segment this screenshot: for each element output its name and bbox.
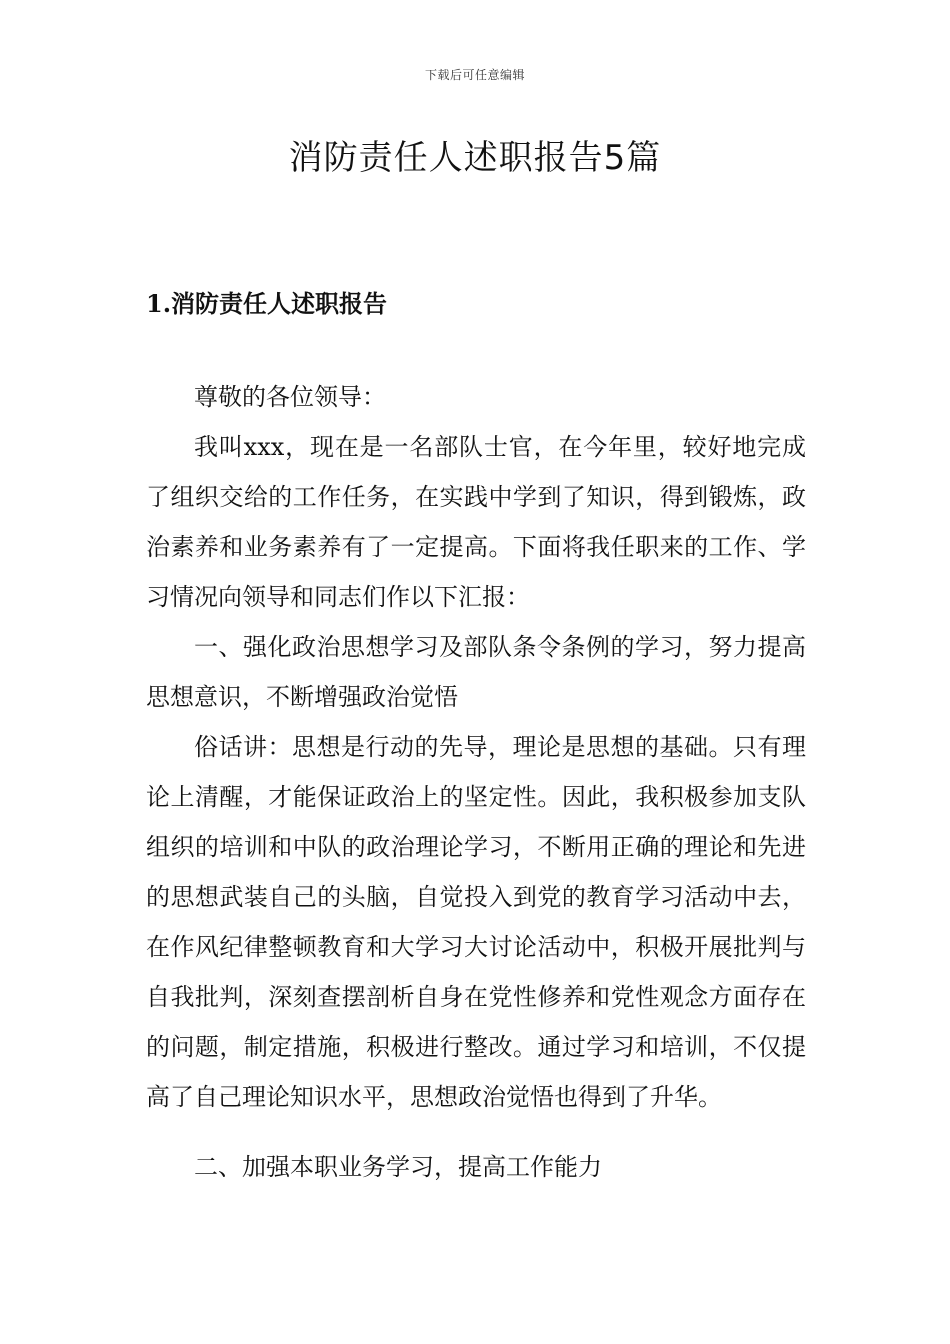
header-note: 下载后可任意编辑 bbox=[424, 68, 525, 82]
intro-paragraph: 我叫xxx，现在是一名部队士官，在今年里，较好地完成了组织交给的工作任务，在实践中学到了知识，得到锻炼，政治素养和业务素养有了一定提高。下面将我任职来的工作、学习情况向领导和同志们作以下汇报： bbox=[146, 433, 806, 611]
document-body bbox=[146, 372, 806, 1192]
body-paragraph: 俗话讲：思想是行动的先导，理论是思想的基础。只有理论上清醒，才能保证政治上的坚定性。因此，我积极参加支队组织的培训和中队的政治理论学习，不断用正确的理论和先进的思想武装自己的头脑，自觉投入到党的教育学习活动中去，在作风纪律整顿教育和大学习大讨论活动中，积极开展批判与自我批判，深刻查摆剖析自身在党性修养和党性观念方面存在的问题，制定措施，积极进行整改。通过学习和培训，不仅提高了自己理论知识水平，思想政治觉悟也得到了升华。 bbox=[146, 733, 806, 1111]
salutation-paragraph: 尊敬的各位领导： bbox=[194, 383, 386, 411]
section-heading: 1.消防责任人述职报告 bbox=[146, 289, 388, 318]
subheading-paragraph-1: 一、强化政治思想学习及部队条令条例的学习，努力提高思想意识，不断增强政治觉悟 bbox=[146, 633, 806, 711]
document-title: 消防责任人述职报告5篇 bbox=[288, 138, 662, 178]
subheading-paragraph-2: 二、加强本职业务学习，提高工作能力 bbox=[194, 1153, 602, 1181]
